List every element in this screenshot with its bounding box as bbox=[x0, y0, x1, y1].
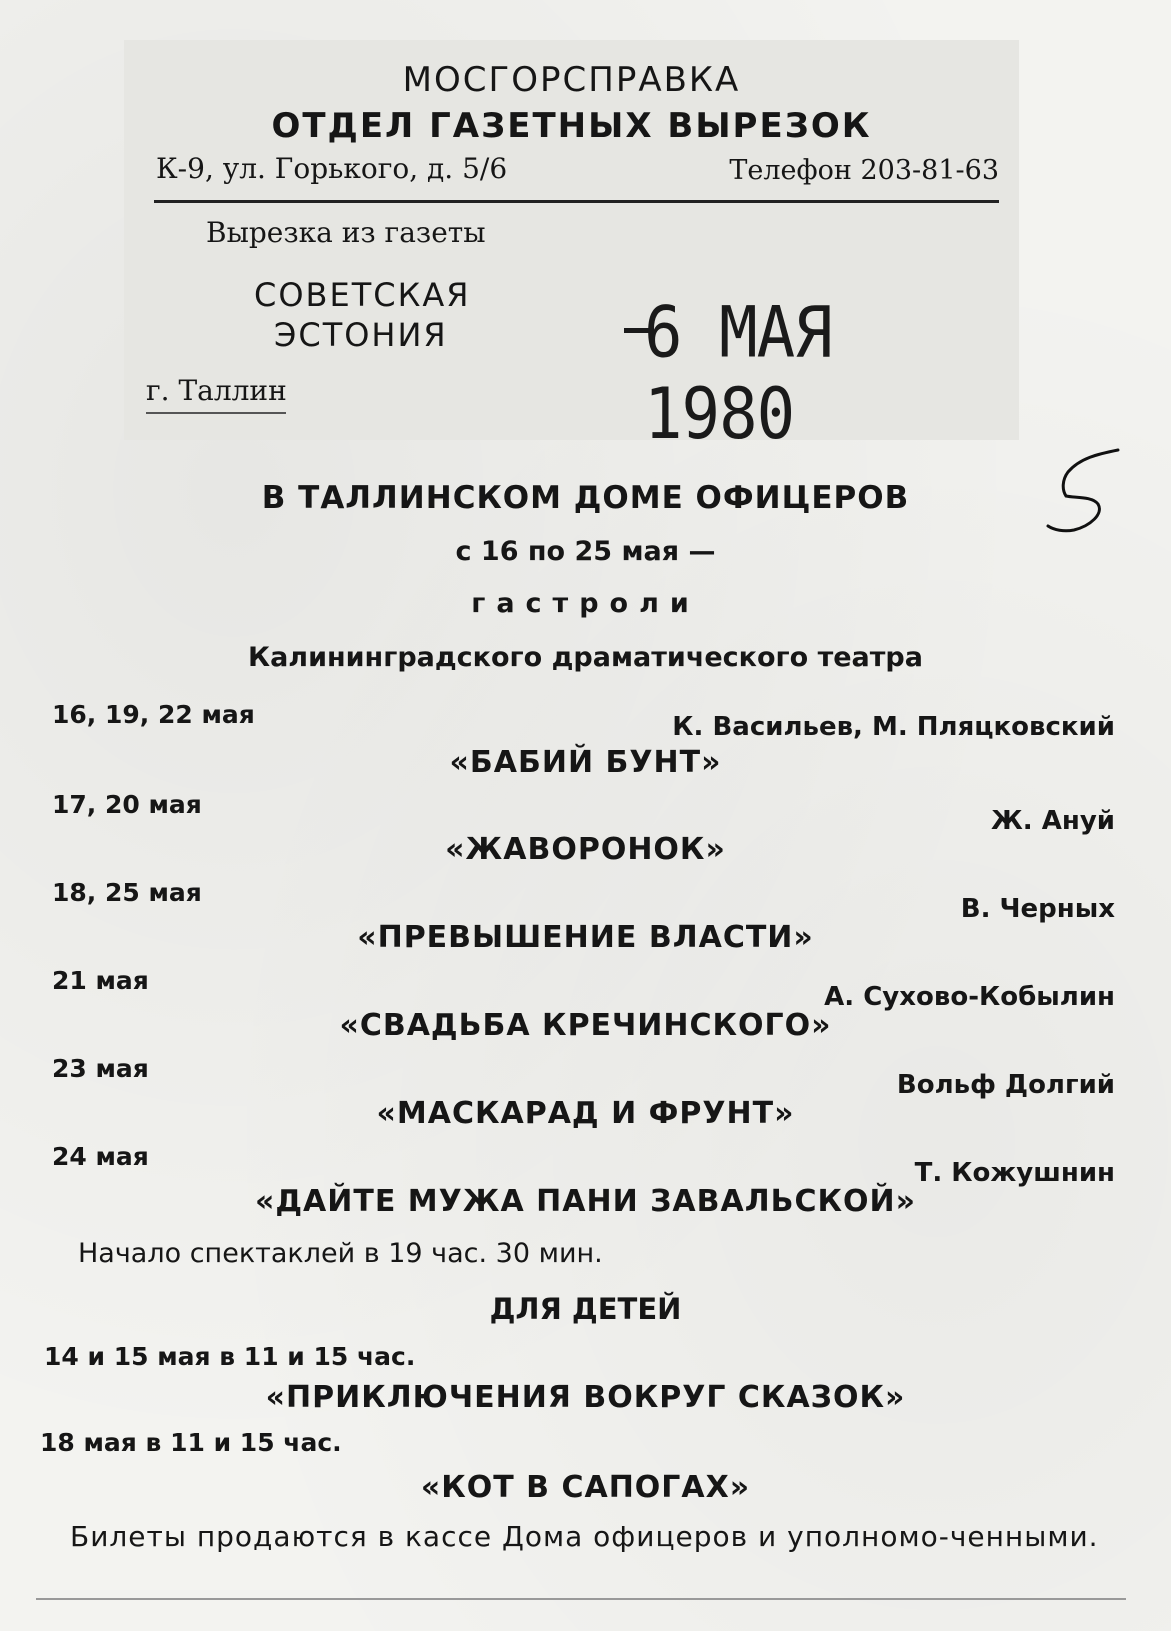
kids-show-dates: 14 и 15 мая в 11 и 15 час. bbox=[44, 1342, 416, 1371]
city-label: г. Таллин bbox=[146, 374, 287, 407]
clipping-from-label: Вырезка из газеты bbox=[206, 216, 486, 249]
performance-dates: 16, 19, 22 мая bbox=[52, 700, 255, 729]
performance-author: Вольф Долгий bbox=[896, 1070, 1115, 1100]
city-underline bbox=[146, 412, 286, 414]
performance-title: «ДАЙТЕ МУЖА ПАНИ ЗАВАЛЬСКОЙ» bbox=[254, 1184, 917, 1219]
performance-dates: 24 мая bbox=[52, 1142, 149, 1171]
bottom-divider bbox=[36, 1598, 1126, 1600]
performance-dates: 23 мая bbox=[52, 1054, 149, 1083]
kids-heading: ДЛЯ ДЕТЕЙ bbox=[489, 1292, 682, 1326]
header-divider bbox=[154, 200, 999, 203]
article-period: с 16 по 25 мая — bbox=[455, 536, 716, 567]
org-address: К-9, ул. Горького, д. 5/6 bbox=[156, 152, 508, 185]
performance-dates: 17, 20 мая bbox=[52, 790, 202, 819]
performance-author: К. Васильев, М. Пляцковский bbox=[672, 712, 1115, 742]
performance-title: «ПРЕВЫШЕНИЕ ВЛАСТИ» bbox=[357, 920, 814, 955]
article-tour: гастроли bbox=[471, 588, 700, 619]
performance-title: «СВАДЬБА КРЕЧИНСКОГО» bbox=[339, 1008, 832, 1043]
article-theatre: Калининградского драматического театра bbox=[248, 642, 923, 673]
performance-title: «БАБИЙ БУНТ» bbox=[449, 745, 722, 780]
performance-author: В. Черных bbox=[960, 894, 1115, 924]
kids-show-title: «КОТ В САПОГАХ» bbox=[420, 1470, 751, 1505]
performance-author: А. Сухово-Кобылин bbox=[824, 982, 1115, 1012]
org-department: ОТДЕЛ ГАЗЕТНЫХ ВЫРЕЗОК bbox=[271, 106, 872, 146]
newspaper-name-line1: СОВЕТСКАЯ bbox=[254, 276, 471, 314]
article-title: В ТАЛЛИНСКОМ ДОМЕ ОФИЦЕРОВ bbox=[261, 480, 910, 516]
performance-start-time: Начало спектаклей в 19 час. 30 мин. bbox=[78, 1238, 603, 1269]
tickets-info: Билеты продаются в кассе Дома офицеров и уполномо-ченными. bbox=[70, 1520, 1099, 1553]
performance-title: «ЖАВОРОНОК» bbox=[445, 832, 726, 867]
kids-show-title: «ПРИКЛЮЧЕНИЯ ВОКРУГ СКАЗОК» bbox=[265, 1380, 906, 1415]
performance-dates: 21 мая bbox=[52, 966, 149, 995]
newspaper-name-line2: ЭСТОНИЯ bbox=[274, 316, 448, 354]
performance-dates: 18, 25 мая bbox=[52, 878, 202, 907]
performance-author: Т. Кожушнин bbox=[914, 1158, 1115, 1188]
date-stamp: 6 МАЯ 1980 bbox=[644, 292, 832, 456]
performance-title: «МАСКАРАД И ФРУНТ» bbox=[376, 1096, 795, 1131]
org-name: МОСГОРСПРАВКА bbox=[402, 60, 741, 100]
kids-show-dates: 18 мая в 11 и 15 час. bbox=[40, 1428, 342, 1457]
clipping-form-header bbox=[124, 40, 1019, 456]
performance-author: Ж. Ануй bbox=[990, 806, 1115, 836]
org-phone: Телефон 203-81-63 bbox=[729, 155, 999, 186]
